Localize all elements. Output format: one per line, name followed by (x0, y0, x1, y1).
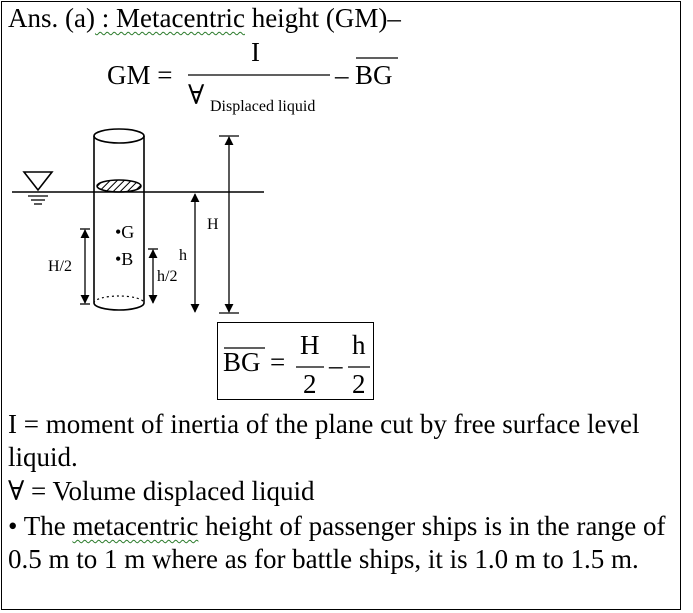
gm-bg-term: BG (355, 60, 393, 90)
bg-den-2: 2 (352, 369, 366, 399)
gm-denominator-subscript: Displaced liquid (210, 98, 316, 115)
volume-symbol: ∀ (8, 476, 25, 506)
heading-term: Metacentric (116, 3, 245, 33)
bg-equals: = (270, 347, 286, 377)
bullet-paragraph (8, 510, 674, 576)
label-H: H (207, 216, 219, 233)
label-G: •G (115, 222, 135, 242)
label-B: •B (115, 249, 134, 269)
heading-rest: height (GM)– (244, 3, 401, 33)
bullet-mark: • (8, 511, 18, 541)
label-H-half: H/2 (48, 258, 72, 275)
label-h-half: h/2 (157, 268, 178, 285)
bg-den-1: 2 (303, 369, 317, 399)
bullet-term: metacentric (72, 511, 199, 541)
bullet-text: height of passenger ships is in the range of 0.5 m to 1 m where as for battle ships, it is 1.0 m to 1.5 m. (8, 511, 666, 574)
gm-minus: – (335, 60, 349, 90)
floating-cylinder (94, 129, 144, 310)
bg-num-2: h (352, 330, 366, 360)
bg-num-1: H (300, 330, 320, 360)
answer-label: Ans. (a) (8, 3, 95, 33)
gm-numerator: I (251, 37, 260, 67)
bg-lhs: BG (223, 347, 261, 377)
definition-I: I = moment of inertia of the plane cut by free surface level liquid. (8, 409, 640, 472)
bullet-word: The (17, 511, 73, 541)
definition-V (8, 475, 674, 508)
label-h: h (179, 247, 187, 264)
bg-minus: – (329, 350, 343, 380)
gm-lhs: GM = (107, 60, 173, 90)
gm-denominator-symbol: ∀ (188, 80, 205, 110)
free-surface-icon (24, 172, 52, 190)
definition-V-text: = Volume displaced liquid (24, 476, 315, 506)
heading-colon: : (94, 3, 116, 33)
cut-plane-hatch (97, 180, 141, 192)
